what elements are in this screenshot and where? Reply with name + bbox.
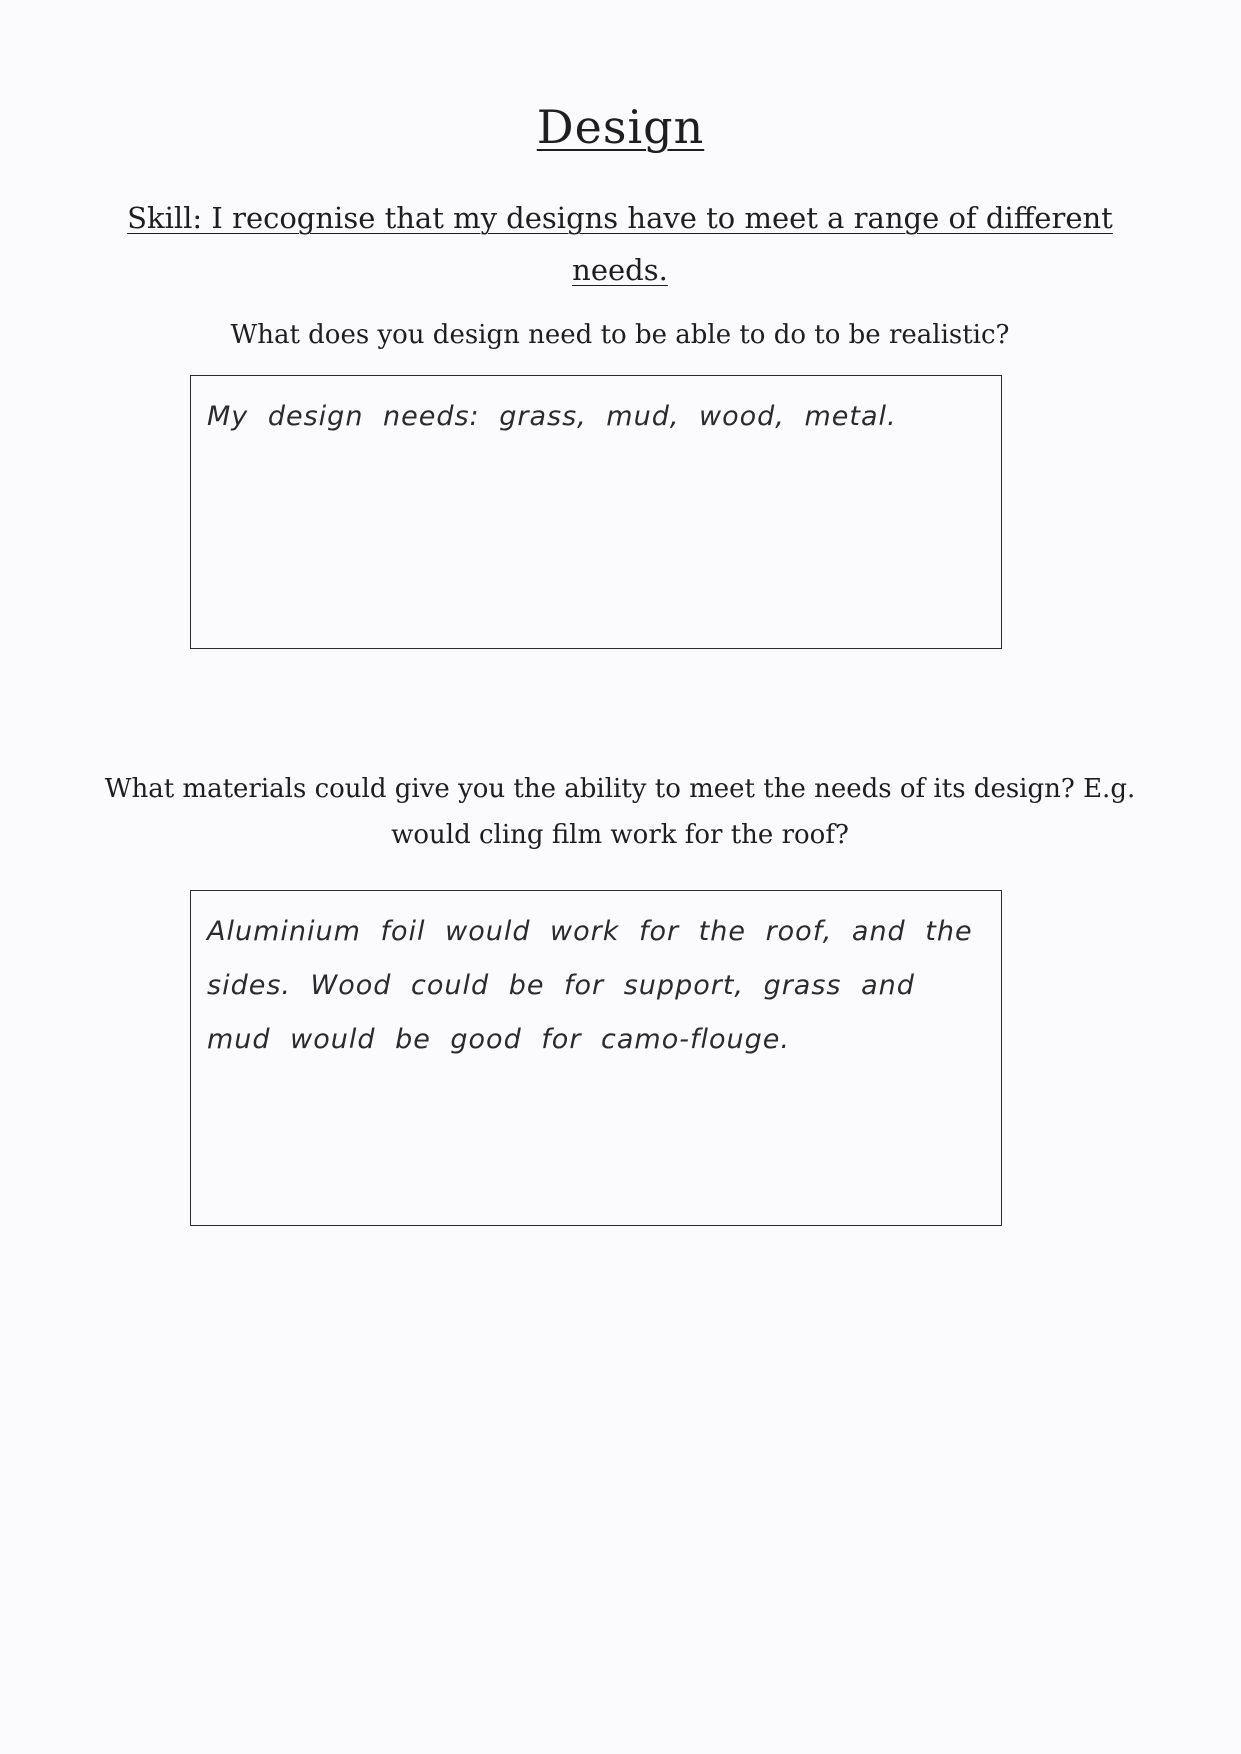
question-1: What does you design need to be able to do to be realistic?	[230, 320, 1010, 350]
handwritten-answer-2: Aluminium foil would work for the roof, and the sides. Wood could be for support, grass and mud would be good for camo-flouge.	[207, 916, 973, 1055]
skill-statement: Skill: I recognise that my designs have to meet a range of different needs.	[127, 201, 1113, 287]
answer-box-1	[190, 375, 1002, 649]
handwritten-answer-1: My design needs: grass, mud, wood, metal.	[207, 401, 897, 432]
question-2: What materials could give you the ability to meet the needs of its design? E.g. would cling film work for the roof?	[104, 774, 1136, 850]
page-title: Design	[536, 100, 705, 154]
answer-box-2	[190, 890, 1002, 1226]
